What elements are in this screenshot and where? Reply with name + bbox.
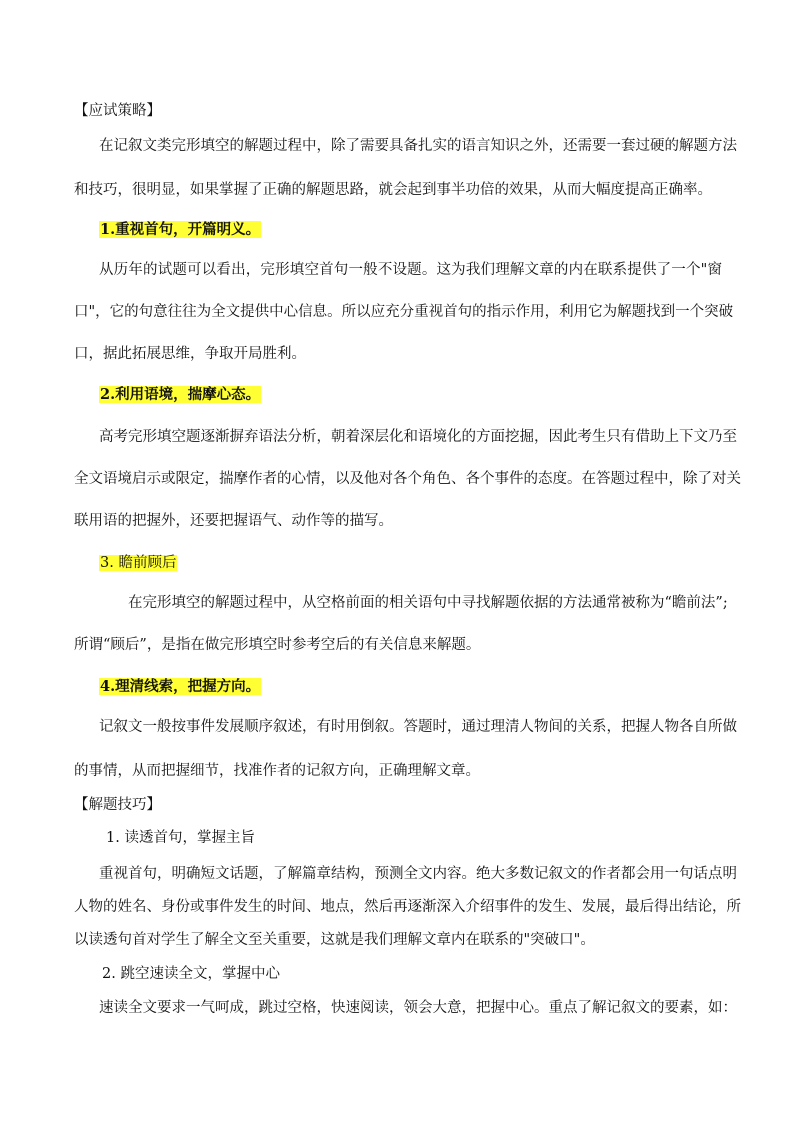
tip-2-line-1: 速读全文要求一气呵成，跳过空格，快速阅读，领会大意，把握中心。重点了解记叙文的要素，如： [99, 1000, 737, 1016]
tip-1-line-3: 以读透句首对学生了解全文至关重要，这就是我们理解文章内在联系的"突破口"。 [74, 932, 595, 948]
strategy-title-2: 2.利用语境，揣摩心态。 [100, 386, 261, 403]
strategy-4-line-2: 的事情，从而把握细节，找准作者的记叙方向，正确理解文章。 [74, 763, 480, 779]
tip-title-1: 1. 读透首句，掌握主旨 [106, 830, 255, 846]
strategy-1-line-3: 口，据此拓展思维，争取开局胜利。 [74, 346, 306, 362]
tip-1-line-1: 重视首句，明确短文话题，了解篇章结构，预测全文内容。绝大多数记叙文的作者都会用一句话点明 [99, 866, 737, 882]
tip-1-line-2: 人物的姓名、身份或事件发生的时间、地点，然后再逐渐深入介绍事件的发生、发展，最后得出结论，所 [74, 899, 741, 915]
strategy-2-line-2: 全文语境启示或限定，揣摩作者的心情，以及他对各个角色、各个事件的态度。在答题过程中，除了对关 [74, 471, 741, 487]
strategy-title-4: 4.理清线索，把握方向。 [100, 678, 261, 695]
strategy-2-line-1: 高考完形填空题逐渐摒弃语法分析，朝着深层化和语境化的方面挖掘，因此考生只有借助上下文乃至 [99, 429, 737, 445]
strategy-2-line-3: 联用语的把握外，还要把握语气、动作等的描写。 [74, 513, 393, 529]
strategy-1-line-2: 口"，它的句意往往为全文提供中心信息。所以应充分重视首句的指示作用，利用它为解题找到一个突破 [74, 304, 734, 320]
intro-line-2: 和技巧，很明显，如果掌握了正确的解题思路，就会起到事半功倍的效果，从而大幅度提高正确率。 [74, 182, 712, 198]
section-heading-strategy: 【应试策略】 [74, 103, 161, 119]
strategy-title-1: 1.重视首句，开篇明义。 [100, 221, 261, 238]
strategy-4-line-1: 记叙文一般按事件发展顺序叙述，有时用倒叙。答题时，通过理清人物间的关系，把握人物各自所做 [99, 719, 737, 735]
strategy-title-3: 3. 瞻前顾后 [100, 555, 177, 571]
strategy-1-line-1: 从历年的试题可以看出，完形填空首句一般不设题。这为我们理解文章的内在联系提供了一个"窗 [99, 262, 722, 278]
intro-line-1: 在记叙文类完形填空的解题过程中，除了需要具备扎实的语言知识之外，还需要一套过硬的解题方法 [99, 138, 737, 154]
strategy-3-line-1: 在完形填空的解题过程中，从空格前面的相关语句中寻找解题依据的方法通常被称为“瞻前法”; [128, 595, 728, 611]
section-heading-techniques: 【解题技巧】 [74, 797, 161, 813]
strategy-3-line-2: 所谓“顾后”，是指在做完形填空时参考空后的有关信息来解题。 [74, 637, 481, 653]
tip-title-2: 2. 跳空速读全文，掌握中心 [102, 966, 280, 982]
